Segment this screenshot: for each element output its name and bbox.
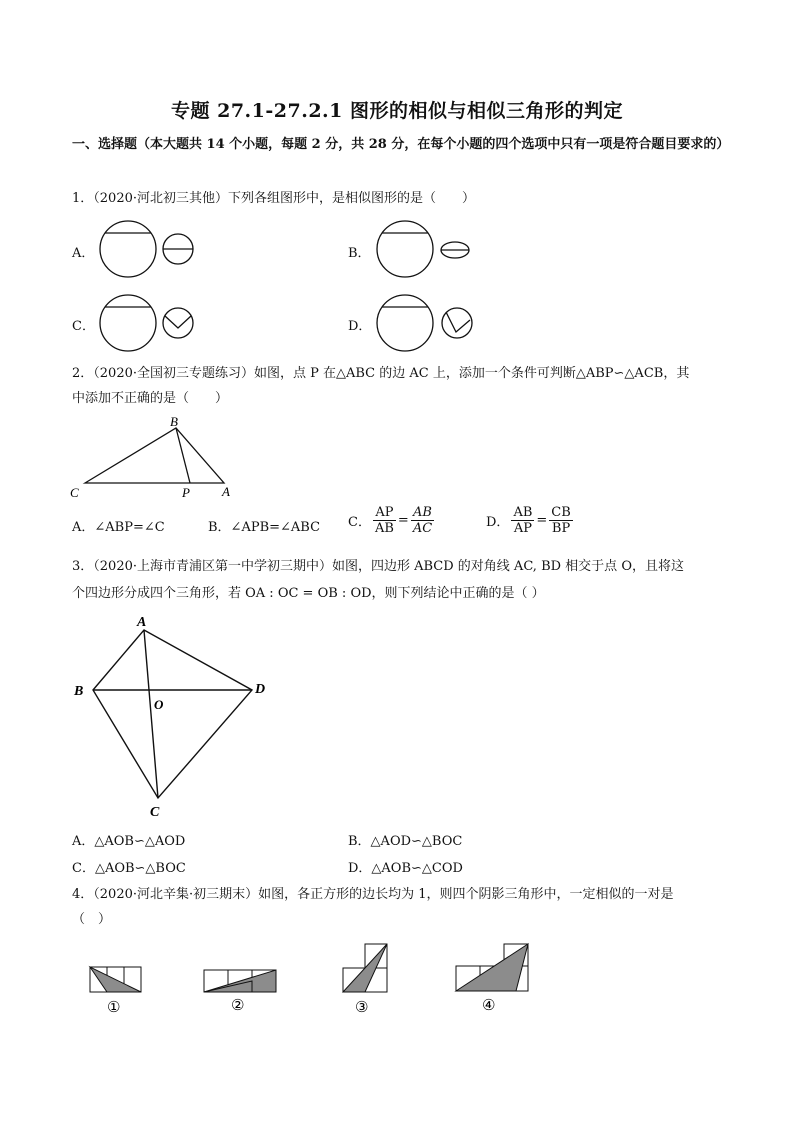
q2-label-c: C: [70, 485, 79, 500]
q1-option-a-label: A．: [72, 246, 95, 261]
page-title: 专题 27.1-27.2.1 图形的相似与相似三角形的判定: [170, 100, 623, 122]
q1-option-c-figure: [98, 292, 198, 356]
q2-option-c-fraction-2: [411, 505, 434, 536]
fraction-numerator: CB: [551, 505, 571, 520]
q2-option-a: A．∠ABP=∠C: [72, 520, 165, 535]
fraction-numerator: AB: [413, 505, 432, 520]
equals-sign: =: [397, 513, 409, 528]
question-2-stem-line2: 中添加不正确的是（ ）: [72, 391, 229, 406]
question-4-stem-line2: （ ）: [72, 912, 112, 927]
q2-option-c: [348, 505, 436, 536]
question-3-stem-line1: 3．（2020·上海市青浦区第一中学初三期中）如图，四边形 ABCD 的对角线 AC, BD 相交于点 O，且将这: [72, 559, 684, 574]
section-heading: 一、选择题（本大题共 14 个小题，每题 2 分，共 28 分，在每个小题的四个选项中只有一项是符合题目要求的）: [72, 137, 730, 152]
q2-label-a: A: [222, 484, 230, 499]
q3-label-b: B: [74, 684, 84, 699]
q2-option-c-prefix: C．: [348, 515, 371, 530]
q2-option-b: B．∠APB=∠ABC: [208, 520, 321, 535]
q3-label-c: C: [150, 805, 160, 820]
q3-quadrilateral-figure: [66, 610, 286, 825]
q4-figure-1: [88, 964, 148, 1016]
q2-option-c-fraction-1: [373, 505, 396, 536]
question-3-stem-line2: 个四边形分成四个三角形，若 OA : OC = OB : OD，则下列结论中正确的是（ ）: [72, 586, 545, 601]
q1-option-c-label: C．: [72, 319, 95, 334]
q3-option-d: D．△AOB∽△COD: [348, 861, 463, 876]
q2-option-d-prefix: D．: [486, 515, 510, 530]
q2-option-d-fraction-2: [549, 505, 573, 536]
fraction-denominator: BP: [551, 521, 571, 536]
q4-figure-4: [452, 940, 534, 1018]
q1-option-d-figure: [374, 292, 474, 356]
q3-option-a: A．△AOB∽△AOD: [72, 834, 186, 849]
q2-triangle-figure: [60, 410, 250, 505]
fraction-denominator: AP: [513, 521, 532, 536]
fraction-numerator: AP: [375, 505, 394, 520]
q1-option-b-figure: [374, 218, 474, 282]
q4-label-1: ①: [107, 998, 121, 1016]
q2-label-b: B: [170, 414, 178, 429]
q3-label-a: A: [137, 615, 147, 630]
fraction-denominator: AB: [374, 521, 394, 536]
q2-option-d: [486, 505, 575, 536]
q4-figure-3: [336, 940, 396, 1018]
q3-option-c: C．△AOB∽△BOC: [72, 861, 186, 876]
q2-option-d-fraction-1: [511, 505, 534, 536]
question-2-stem-line1: 2．（2020·全国初三专题练习）如图，点 P 在△ABC 的边 AC 上，添加一个条件可判断△ABP∽△ACB，其: [72, 366, 690, 381]
fraction-denominator: AC: [412, 521, 433, 536]
q1-option-b-label: B．: [348, 246, 371, 261]
q2-label-p: P: [182, 485, 190, 500]
q3-option-b: B．△AOD∽△BOC: [348, 834, 463, 849]
question-1-stem: 1．（2020·河北初三其他）下列各组图形中，是相似图形的是（ ）: [72, 191, 475, 206]
q4-figure-2: [202, 964, 282, 1016]
question-4-stem-line1: 4．（2020·河北辛集·初三期末）如图，各正方形的边长均为 1，则四个阴影三角形中，一定相似的一对是: [72, 887, 674, 902]
q4-label-2: ②: [231, 996, 245, 1014]
q4-label-3: ③: [355, 998, 369, 1016]
equals-sign: =: [536, 513, 548, 528]
q3-label-o: O: [154, 697, 164, 712]
q1-option-a-figure: [98, 218, 198, 282]
fraction-numerator: AB: [513, 505, 533, 520]
q3-label-d: D: [255, 682, 266, 697]
q4-label-4: ④: [482, 996, 496, 1014]
q1-option-d-label: D．: [348, 319, 372, 334]
